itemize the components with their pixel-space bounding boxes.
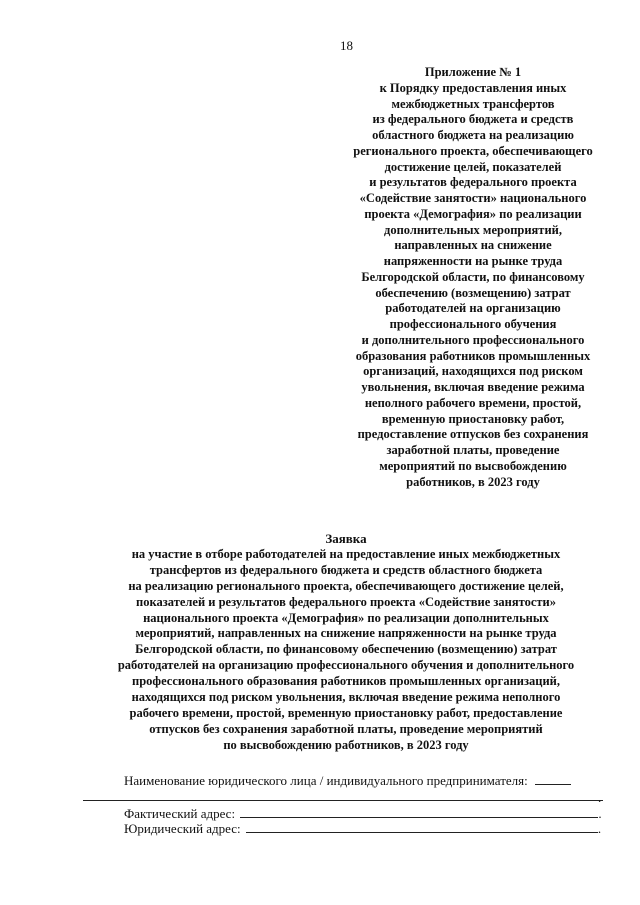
appendix-line: Приложение № 1 (424, 65, 522, 79)
appendix-line: и результатов федерального проекта (369, 175, 577, 190)
appendix-line: работников, в 2023 году (406, 474, 540, 489)
appendix-line: работодателей на организацию (385, 301, 561, 316)
page-number: 18 (340, 38, 353, 53)
appendix-line: межбюджетных трансфертов (391, 96, 555, 111)
request-line: Белгородской области, по финансовому обеспечению (возмещению) затрат (135, 642, 557, 657)
appendix-header (318, 65, 628, 490)
request-section (60, 531, 632, 754)
appendix-line: неполного рабочего времени, простой, (364, 395, 582, 410)
appendix-line: Белгородской области, по финансовому (361, 269, 585, 284)
request-line: на реализацию регионального проекта, обеспечивающего достижение целей, (128, 578, 564, 593)
request-line: трансфертов из федерального бюджета и средств областного бюджета (149, 562, 543, 577)
appendix-line: заработной платы, проведение (386, 443, 560, 457)
appendix-line: мероприятий по высвобождению (379, 458, 567, 473)
legal-address-row (124, 820, 601, 837)
appendix-line: предоставление отпусков без сохранения (357, 427, 589, 442)
legal-address-label: Юридический адрес: (124, 821, 241, 836)
request-line: рабочего времени, простой, временную приостановку работ, предоставление (129, 705, 563, 720)
actual-address-field[interactable] (240, 805, 598, 818)
actual-address-label: Фактический адрес: (124, 806, 236, 821)
appendix-line: проекта «Демография» по реализации (364, 206, 582, 221)
appendix-line: и дополнительного профессионального (361, 332, 585, 347)
request-title: Заявка (325, 531, 367, 546)
appendix-line: направленных на снижение (394, 238, 552, 253)
request-line: показателей и результатов федерального проекта «Содействие занятости» (136, 594, 556, 609)
appendix-line: временную приостановку работ, (381, 411, 565, 426)
appendix-line: организаций, находящихся под риском (363, 364, 583, 379)
request-line: работодателей на организацию профессионального обучения и дополнительного (117, 658, 575, 673)
legal-address-field[interactable] (246, 820, 598, 833)
entity-name-continuation-field[interactable] (83, 800, 603, 801)
appendix-line: обеспечению (возмещению) затрат (375, 285, 571, 300)
actual-address-line-end: . (598, 806, 602, 821)
request-line: профессионального образования работников промышленных организаций, (132, 674, 560, 689)
entity-name-field[interactable] (535, 772, 571, 785)
appendix-line: напряженности на рынке труда (383, 254, 563, 268)
entity-name-row (124, 772, 571, 789)
appendix-line: образования работников промышленных (355, 348, 591, 363)
appendix-line: профессионального обучения (389, 317, 557, 331)
request-line: по высвобождению работников, в 2023 году (223, 737, 469, 752)
request-line: мероприятий, направленных на снижение напряженности на рынке труда (135, 626, 557, 641)
appendix-line: к Порядку предоставления иных (379, 80, 567, 95)
request-line: на участие в отборе работодателей на предоставление иных межбюджетных (131, 546, 561, 561)
entity-name-label: Наименование юридического лица / индивидуального предпринимателя: (124, 773, 528, 788)
appendix-line: регионального проекта, обеспечивающего (353, 143, 593, 158)
legal-address-line-end: . (597, 821, 602, 836)
appendix-line: достижение целей, показателей (384, 159, 562, 174)
appendix-line: дополнительных мероприятий, (384, 222, 562, 237)
request-line: отпусков без сохранения заработной платы, проведение мероприятий (149, 721, 543, 736)
appendix-line: «Содействие занятости» национального (359, 191, 587, 205)
appendix-line: из федерального бюджета и средств (372, 112, 574, 127)
request-line: национального проекта «Демография» по реализации дополнительных (143, 610, 549, 625)
request-line: находящихся под риском увольнения, включая введение режима неполного (131, 690, 561, 705)
appendix-line: областного бюджета на реализацию (372, 128, 574, 142)
entity-name-line-end: . (598, 790, 602, 805)
appendix-line: увольнения, включая введение режима (361, 380, 585, 394)
